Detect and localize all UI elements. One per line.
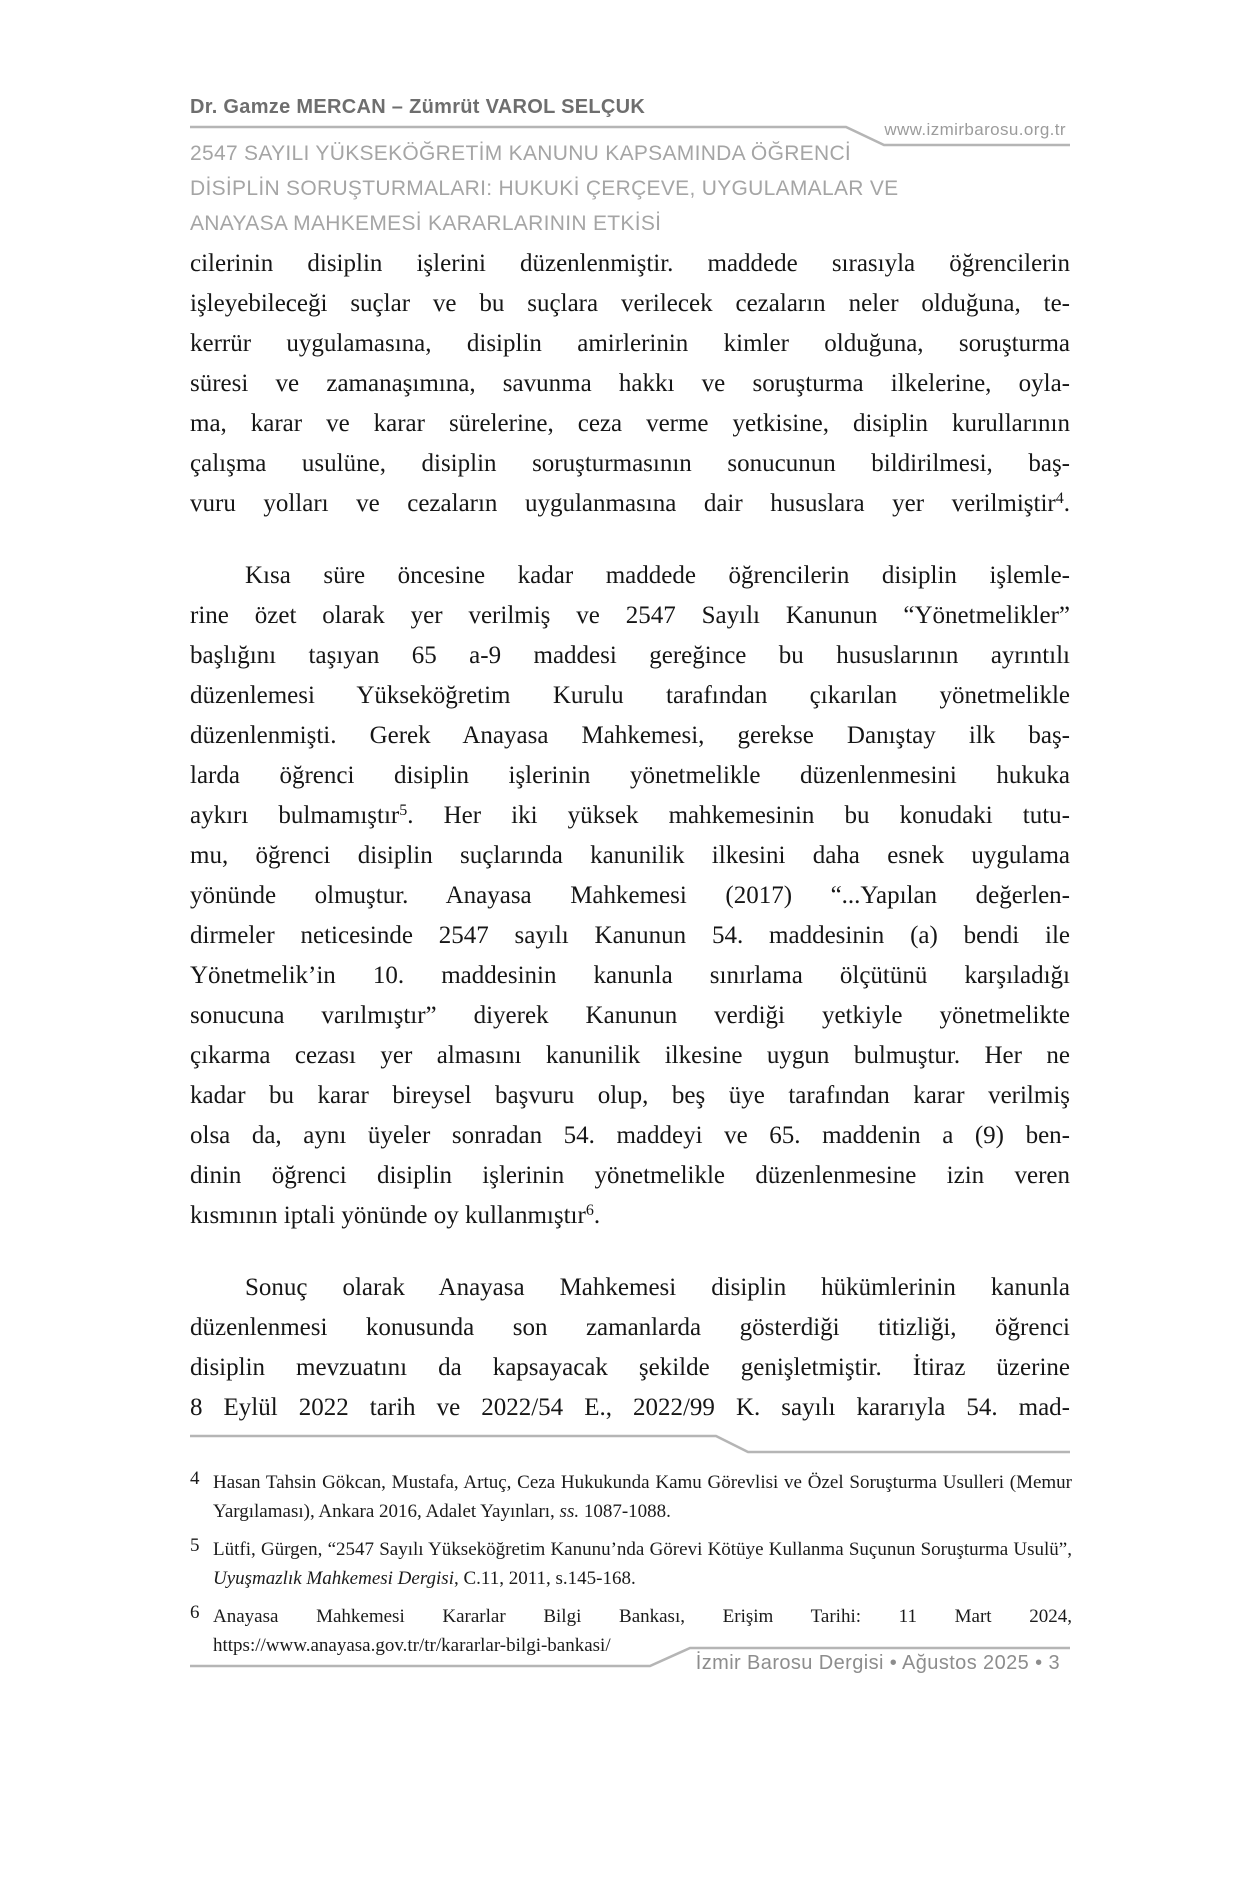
- author-line: Dr. Gamze MERCAN – Zümrüt VAROL SELÇUK: [190, 96, 646, 118]
- body-line: Yönetmelik’in 10. maddesinin kanunla sınırlama ölçütünü karşıladığı: [190, 962, 1070, 989]
- body-line: çalışma usulüne, disiplin soruşturmasının sonucunun bildirilmesi, baş-: [190, 450, 1070, 477]
- article-body: [190, 244, 1070, 1428]
- article-title-line: ANAYASA MAHKEMESİ KARARLARININ ETKİSİ: [190, 212, 662, 235]
- body-line: sonucuna varılmıştır” diyerek Kanunun verdiği yetkiyle yönetmelikte: [190, 1002, 1070, 1029]
- footnote: [190, 1468, 1072, 1526]
- body-line: kerrür uygulamasına, disiplin amirlerinin kimler olduğuna, soruşturma: [190, 330, 1070, 357]
- body-line: vuru yolları ve cezaların uygulanmasına dair hususlara yer verilmiştir$^4$.: [190, 490, 1070, 517]
- body-line: olsa da, aynı üyeler sonradan 54. maddeyi ve 65. maddenin a (9) ben-: [190, 1122, 1070, 1149]
- footnote-ref: 4: [1055, 490, 1064, 507]
- footnote-text: [213, 1539, 1072, 1589]
- body-line: mu, öğrenci disiplin suçlarında kanunilik ilkesini daha esnek uygulama: [190, 842, 1070, 869]
- footnote-segment: Lütfi, Gürgen, “2547 Sayılı Yükseköğretim Kanunu’nda Görevi Kötüye Kullanma Suçunun Soruşturma Usulü”,: [213, 1539, 1072, 1560]
- body-line: aykırı bulmamıştır$^5$. Her iki yüksek mahkemesinin bu konudaki tutu-: [190, 802, 1070, 829]
- paragraph: [190, 556, 1070, 1236]
- body-line: yönünde olmuştur. Anayasa Mahkemesi (2017) “...Yapılan değerlen-: [190, 882, 1070, 909]
- body-line: rine özet olarak yer verilmiş ve 2547 Sayılı Kanunun “Yönetmelikler”: [190, 602, 1070, 629]
- website-url: www.izmirbarosu.org.tr: [884, 120, 1066, 139]
- body-line: ma, karar ve karar sürelerine, ceza verme yetkisine, disiplin kurullarının: [190, 410, 1070, 437]
- footnote-segment: 1087-1088.: [579, 1501, 671, 1522]
- footnote-segment: , C.11, 2011, s.145-168.: [453, 1568, 636, 1589]
- body-line: kısmının iptali yönünde oy kullanmıştır$^6$.: [190, 1202, 601, 1229]
- footnote-segment: Hasan Tahsin Gökcan, Mustafa, Artuç, Ceza Hukukunda Kamu Görevlisi ve Özel Soruşturma Usulleri (Memur Yargılaması), Ankara 2016, Adalet Yayınları,: [213, 1472, 1072, 1522]
- page-footer: İzmir Barosu Dergisi • Ağustos 2025 • 3: [695, 1652, 1060, 1674]
- footnote-number: 5: [190, 1535, 200, 1556]
- footnotes: [190, 1468, 1072, 1669]
- body-line: başlığını taşıyan 65 a-9 maddesi gereğince bu hususlarının ayrıntılı: [190, 642, 1070, 669]
- footnote-ref: 6: [585, 1202, 594, 1219]
- footnote-number: 6: [190, 1602, 200, 1623]
- body-line: Kısa süre öncesine kadar maddede öğrencilerin disiplin işlemle-: [245, 562, 1070, 589]
- body-line: larda öğrenci disiplin işlerinin yönetmelikle düzenlenmesini hukuka: [190, 762, 1070, 789]
- body-line: düzenlemesi Yükseköğretim Kurulu tarafından çıkarılan yönetmelikle: [190, 682, 1070, 709]
- footnote-text: [213, 1606, 1072, 1656]
- body-line: düzenlenmişti. Gerek Anayasa Mahkemesi, gerekse Danıştay ilk baş-: [190, 722, 1070, 749]
- footnote-ref: 5: [399, 802, 408, 819]
- body-line: dinin öğrenci disiplin işlerinin yönetmelikle düzenlenmesine izin veren: [190, 1162, 1070, 1189]
- body-line: 8 Eylül 2022 tarih ve 2022/54 E., 2022/99 K. sayılı kararıyla 54. mad-: [190, 1394, 1070, 1421]
- body-line: işleyebileceği suçlar ve bu suçlara verilecek cezaların neler olduğuna, te-: [190, 290, 1070, 317]
- footnote-segment: Uyuşmazlık Mahkemesi Dergisi: [213, 1568, 454, 1589]
- article-title-line: DİSİPLİN SORUŞTURMALARI: HUKUKİ ÇERÇEVE, UYGULAMALAR VE: [190, 177, 899, 200]
- footnote-text: [213, 1472, 1072, 1522]
- footnote: [190, 1535, 1072, 1593]
- footnote-segment: Anayasa Mahkemesi Kararlar Bilgi Bankası, Erişim Tarihi: 11 Mart 2024, https://www.anayasa.gov.tr/tr/kararlar-bilgi-bankasi/: [213, 1606, 1072, 1656]
- body-line: Sonuç olarak Anayasa Mahkemesi disiplin hükümlerinin kanunla: [245, 1274, 1070, 1301]
- paragraph: [190, 1268, 1070, 1428]
- body-line: cilerinin disiplin işlerini düzenlenmiştir. maddede sırasıyla öğrencilerin: [190, 250, 1070, 277]
- paragraph: [190, 244, 1070, 524]
- body-line: düzenlenmesi konusunda son zamanlarda gösterdiği titizliği, öğrenci: [190, 1314, 1070, 1341]
- footnote-number: 4: [190, 1468, 200, 1489]
- footnote-separator-rule: [190, 1436, 1070, 1452]
- body-line: kadar bu karar bireysel başvuru olup, beş üye tarafından karar verilmiş: [190, 1082, 1070, 1109]
- body-line: disiplin mevzuatını da kapsayacak şekilde genişletmiştir. İtiraz üzerine: [190, 1354, 1070, 1381]
- body-line: dirmeler neticesinde 2547 sayılı Kanunun 54. maddesinin (a) bendi ile: [190, 922, 1070, 949]
- footnote-segment: ss.: [559, 1501, 580, 1522]
- body-line: süresi ve zamanaşımına, savunma hakkı ve soruşturma ilkelerine, oyla-: [190, 370, 1070, 397]
- article-title: [190, 136, 1090, 241]
- body-line: çıkarma cezası yer almasını kanunilik ilkesine uygun bulmuştur. Her ne: [190, 1042, 1070, 1069]
- article-title-line: 2547 SAYILI YÜKSEKÖĞRETİM KANUNU KAPSAMINDA ÖĞRENCİ: [190, 142, 852, 165]
